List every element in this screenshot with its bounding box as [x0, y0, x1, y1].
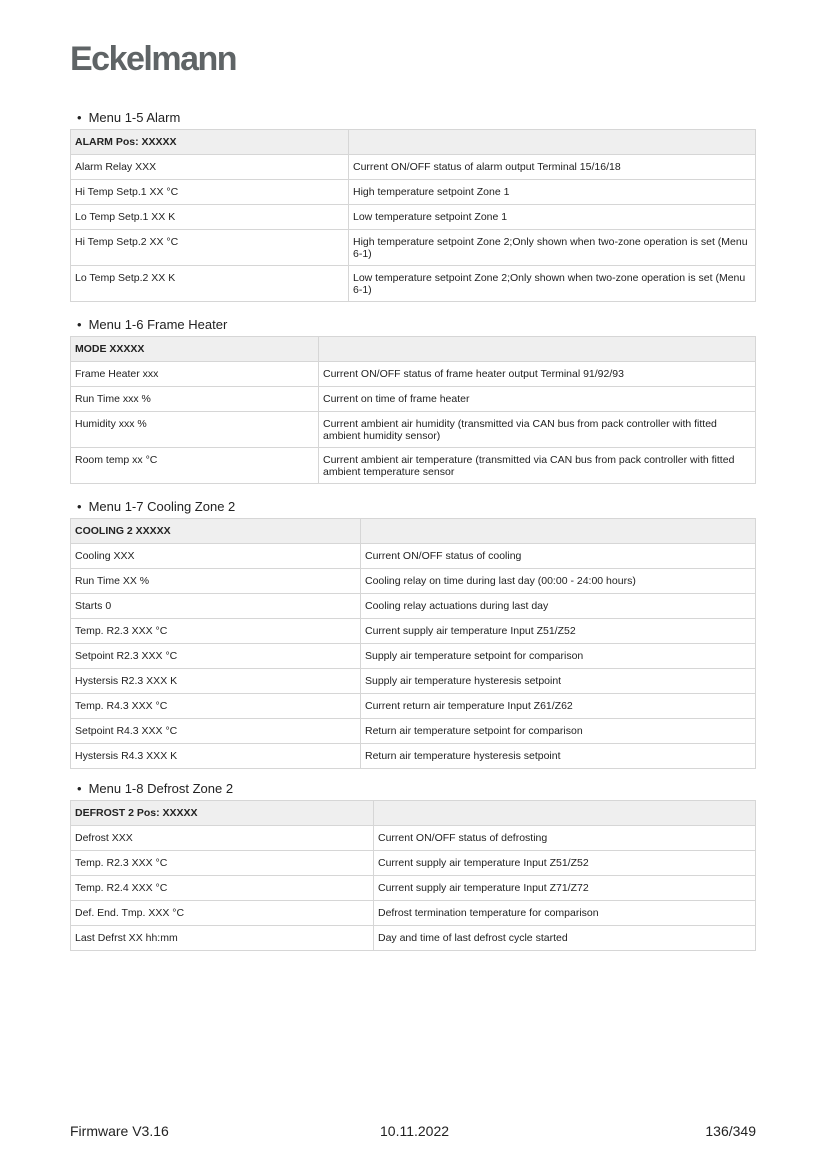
section-title: Menu 1-8 Defrost Zone 2	[88, 781, 234, 796]
section-heading	[77, 110, 756, 126]
description-cell: Return air temperature hysteresis setpoint	[361, 744, 756, 769]
section-title: Menu 1-5 Alarm	[88, 110, 181, 125]
table-row	[71, 901, 756, 926]
menu-table	[70, 336, 756, 484]
parameter-cell: Room temp xx °C	[71, 448, 319, 484]
table-row	[71, 644, 756, 669]
section-title: Menu 1-6 Frame Heater	[88, 317, 228, 332]
description-cell: Cooling relay actuations during last day	[361, 594, 756, 619]
table-row	[71, 826, 756, 851]
parameter-cell: Temp. R2.3 XXX °C	[71, 851, 374, 876]
description-cell: Current ambient air temperature (transmitted via CAN bus from pack controller with fitted ambient temperature sensor	[319, 448, 756, 484]
parameter-cell: Temp. R4.3 XXX °C	[71, 694, 361, 719]
menu-section	[70, 110, 756, 302]
parameter-cell: Starts 0	[71, 594, 361, 619]
parameter-cell: Run Time xxx %	[71, 387, 319, 412]
description-cell: Current on time of frame heater	[319, 387, 756, 412]
description-cell: Cooling relay on time during last day (00:00 - 24:00 hours)	[361, 569, 756, 594]
description-cell: Supply air temperature setpoint for comparison	[361, 644, 756, 669]
table-header-cell-empty	[349, 130, 756, 155]
description-cell: Low temperature setpoint Zone 2;Only shown when two-zone operation is set (Menu 6-1)	[349, 266, 756, 302]
bullet-icon: •	[77, 781, 82, 796]
bullet-icon: •	[77, 499, 82, 514]
table-header-row	[71, 130, 756, 155]
parameter-cell: Last Defrst XX hh:mm	[71, 926, 374, 951]
description-cell: Supply air temperature hysteresis setpoint	[361, 669, 756, 694]
table-header-cell: COOLING 2 XXXXX	[71, 519, 361, 544]
description-cell: Return air temperature setpoint for comparison	[361, 719, 756, 744]
description-cell: Current supply air temperature Input Z51/Z52	[374, 851, 756, 876]
table-row	[71, 205, 756, 230]
description-cell: Current ambient air humidity (transmitted via CAN bus from pack controller with fitted ambient humidity sensor)	[319, 412, 756, 448]
description-cell: Low temperature setpoint Zone 1	[349, 205, 756, 230]
table-header-cell-empty	[374, 801, 756, 826]
footer-page-number: 136/349	[705, 1123, 756, 1139]
menu-table	[70, 129, 756, 302]
description-cell: Day and time of last defrost cycle started	[374, 926, 756, 951]
description-cell: Current return air temperature Input Z61/Z62	[361, 694, 756, 719]
description-cell: Current ON/OFF status of frame heater output Terminal 91/92/93	[319, 362, 756, 387]
description-cell: Current ON/OFF status of alarm output Terminal 15/16/18	[349, 155, 756, 180]
description-cell: Defrost termination temperature for comparison	[374, 901, 756, 926]
table-header-row	[71, 519, 756, 544]
parameter-cell: Humidity xxx %	[71, 412, 319, 448]
section-heading	[77, 499, 756, 515]
table-row	[71, 569, 756, 594]
parameter-cell: Hi Temp Setp.1 XX °C	[71, 180, 349, 205]
footer-date: 10.11.2022	[380, 1123, 450, 1139]
parameter-cell: Defrost XXX	[71, 826, 374, 851]
section-heading	[77, 781, 756, 797]
table-header-cell-empty	[319, 337, 756, 362]
table-header-cell: ALARM Pos: XXXXX	[71, 130, 349, 155]
table-header-row	[71, 801, 756, 826]
parameter-cell: Setpoint R4.3 XXX °C	[71, 719, 361, 744]
parameter-cell: Hystersis R4.3 XXX K	[71, 744, 361, 769]
parameter-cell: Temp. R2.4 XXX °C	[71, 876, 374, 901]
table-row	[71, 851, 756, 876]
table-header-cell-empty	[361, 519, 756, 544]
footer-firmware: Firmware V3.16	[70, 1123, 169, 1139]
table-row	[71, 719, 756, 744]
table-row	[71, 448, 756, 484]
bullet-icon: •	[77, 110, 82, 125]
parameter-cell: Run Time XX %	[71, 569, 361, 594]
table-row	[71, 744, 756, 769]
table-row	[71, 362, 756, 387]
description-cell: Current supply air temperature Input Z71/Z72	[374, 876, 756, 901]
table-row	[71, 876, 756, 901]
table-row	[71, 230, 756, 266]
parameter-cell: Frame Heater xxx	[71, 362, 319, 387]
menu-section	[70, 499, 756, 769]
parameter-cell: Hystersis R2.3 XXX K	[71, 669, 361, 694]
parameter-cell: Def. End. Tmp. XXX °C	[71, 901, 374, 926]
table-row	[71, 544, 756, 569]
section-title: Menu 1-7 Cooling Zone 2	[88, 499, 236, 514]
description-cell: High temperature setpoint Zone 1	[349, 180, 756, 205]
table-header-cell: MODE XXXXX	[71, 337, 319, 362]
table-row	[71, 694, 756, 719]
section-heading	[77, 317, 756, 333]
parameter-cell: Lo Temp Setp.2 XX K	[71, 266, 349, 302]
table-row	[71, 594, 756, 619]
table-row	[71, 266, 756, 302]
table-row	[71, 155, 756, 180]
description-cell: Current ON/OFF status of defrosting	[374, 826, 756, 851]
menu-table	[70, 800, 756, 951]
parameter-cell: Hi Temp Setp.2 XX °C	[71, 230, 349, 266]
table-row	[71, 926, 756, 951]
table-header-cell: DEFROST 2 Pos: XXXXX	[71, 801, 374, 826]
parameter-cell: Temp. R2.3 XXX °C	[71, 619, 361, 644]
menu-section	[70, 781, 756, 951]
eckelmann-logo: Eckelmann	[70, 40, 237, 78]
table-row	[71, 180, 756, 205]
parameter-cell: Cooling XXX	[71, 544, 361, 569]
description-cell: Current supply air temperature Input Z51/Z52	[361, 619, 756, 644]
menu-table	[70, 518, 756, 769]
bullet-icon: •	[77, 317, 82, 332]
parameter-cell: Alarm Relay XXX	[71, 155, 349, 180]
description-cell: High temperature setpoint Zone 2;Only shown when two-zone operation is set (Menu 6-1)	[349, 230, 756, 266]
parameter-cell: Lo Temp Setp.1 XX K	[71, 205, 349, 230]
parameter-cell: Setpoint R2.3 XXX °C	[71, 644, 361, 669]
table-header-row	[71, 337, 756, 362]
table-row	[71, 387, 756, 412]
description-cell: Current ON/OFF status of cooling	[361, 544, 756, 569]
table-row	[71, 669, 756, 694]
table-row	[71, 412, 756, 448]
menu-section	[70, 317, 756, 484]
table-row	[71, 619, 756, 644]
